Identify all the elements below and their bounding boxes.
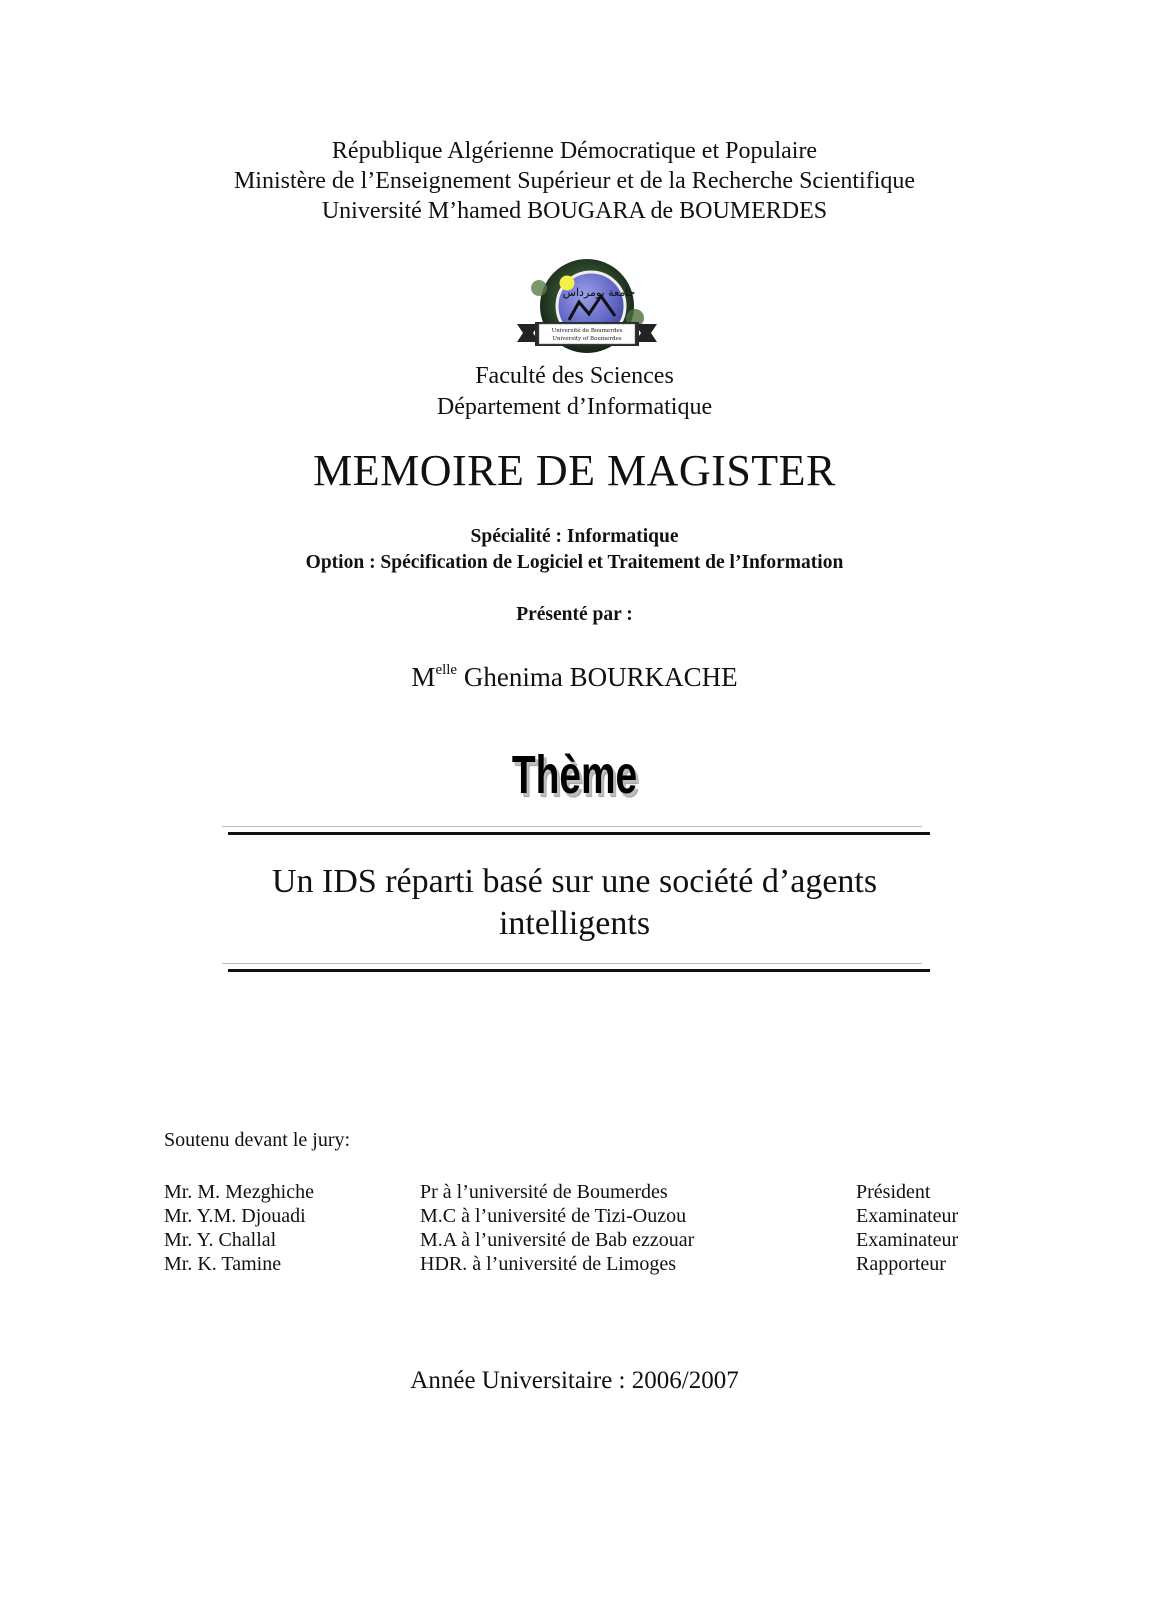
bottom-divider-thin bbox=[222, 963, 922, 964]
jury-member-title: HDR. à l’université de Limoges bbox=[420, 1253, 677, 1275]
jury-member-title: M.C à l’université de Tizi-Ouzou bbox=[420, 1205, 687, 1227]
jury-member-role: Rapporteur bbox=[856, 1253, 946, 1275]
jury-member-name: Mr. K. Tamine bbox=[164, 1253, 282, 1275]
jury-member-role: Examinateur bbox=[856, 1229, 959, 1251]
jury-member-name: Mr. M. Mezghiche bbox=[164, 1181, 314, 1203]
university-logo bbox=[517, 258, 657, 368]
author-prefix-sup: elle bbox=[435, 662, 458, 678]
jury-row bbox=[0, 1228, 1149, 1253]
logo-ribbon-line1: Université de Boumerdes bbox=[551, 328, 623, 334]
presented-by-label: Présenté par : bbox=[516, 604, 633, 625]
jury-member-role: Examinateur bbox=[856, 1205, 959, 1227]
header-university: Université M’hamed BOUGARA de BOUMERDES bbox=[321, 198, 828, 224]
department-name: Département d’Informatique bbox=[436, 394, 713, 420]
jury-member-name: Mr. Y.M. Djouadi bbox=[164, 1205, 306, 1227]
university-logo-graphic bbox=[517, 258, 657, 368]
header-ministry: Ministère de l’Enseignement Supérieur et de la Recherche Scientifique bbox=[233, 168, 916, 194]
theme-heading: Thème bbox=[511, 745, 638, 805]
jury-row bbox=[0, 1252, 1149, 1277]
document-title: MEMOIRE DE MAGISTER bbox=[313, 446, 836, 495]
subject-line1: Un IDS réparti basé sur une société d’agents bbox=[271, 863, 878, 900]
author-prefix: M bbox=[411, 662, 436, 692]
author-name: Ghenima BOURKACHE bbox=[463, 662, 738, 692]
jury-intro: Soutenu devant le jury: bbox=[164, 1129, 351, 1151]
jury-member-title: M.A à l’université de Bab ezzouar bbox=[420, 1229, 695, 1251]
faculty-name: Faculté des Sciences bbox=[475, 363, 674, 389]
jury-row bbox=[0, 1204, 1149, 1229]
option-line: Option : Spécification de Logiciel et Traitement de l’Information bbox=[305, 552, 844, 573]
jury-member-role: Président bbox=[856, 1181, 931, 1203]
jury-member-title: Pr à l’université de Boumerdes bbox=[420, 1181, 668, 1203]
jury-member-name: Mr. Y. Challal bbox=[164, 1229, 277, 1251]
logo-ribbon-line2: University of Boumerdes bbox=[552, 336, 622, 342]
jury-row bbox=[0, 1180, 1149, 1205]
specialty-line: Spécialité : Informatique bbox=[470, 526, 679, 547]
academic-year: Année Universitaire : 2006/2007 bbox=[410, 1367, 739, 1394]
top-divider-thin bbox=[222, 826, 922, 827]
logo-arabic-text: جامعة بومرداس bbox=[562, 286, 636, 299]
header-republic: République Algérienne Démocratique et Populaire bbox=[331, 138, 818, 164]
top-divider-thick bbox=[228, 832, 930, 835]
subject-line2: intelligents bbox=[498, 905, 651, 942]
bottom-divider-thick bbox=[228, 969, 930, 972]
author-line bbox=[0, 660, 1149, 694]
